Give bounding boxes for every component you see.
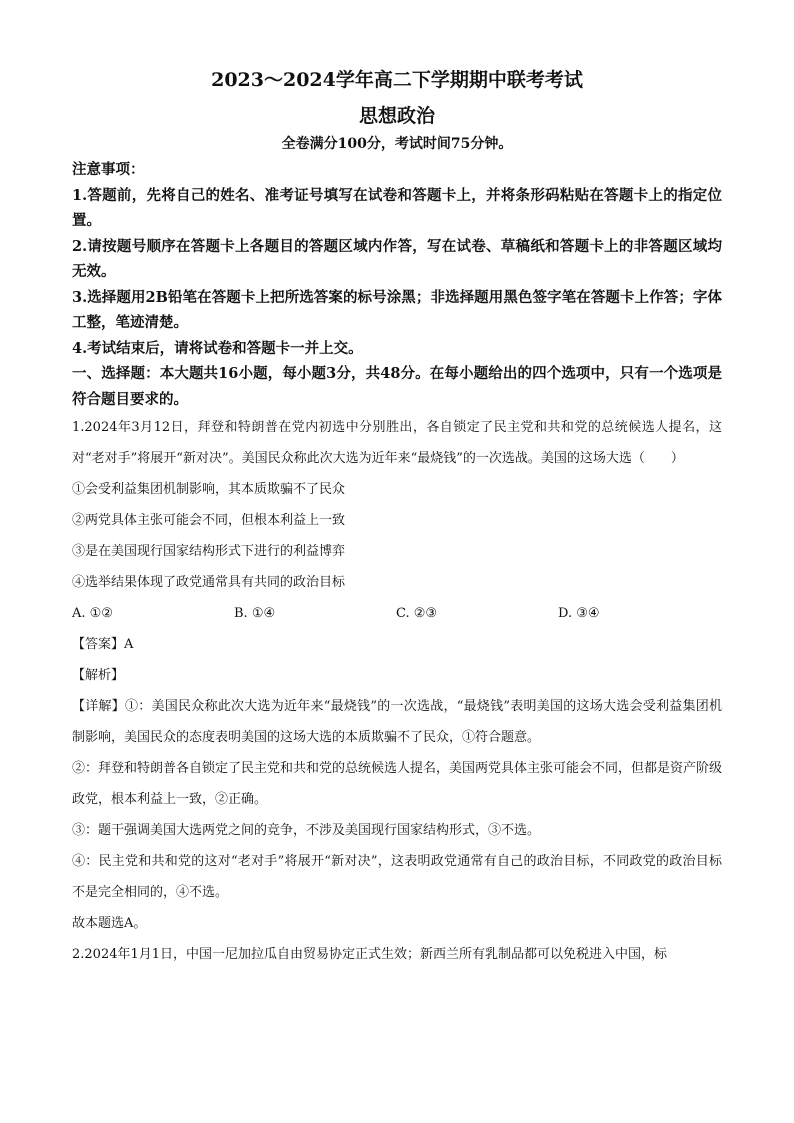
- statement-3: ③是在美国现行国家结构形式下进行的利益博弈: [72, 544, 346, 559]
- detail-1: 【详解】①：美国民众称此次大选为近年来“最烧钱”的一次选战，“最烧钱”表明美国的这场大选会受利益集团机制影响，美国民众的态度表明美国的这场大选的本质欺骗不了民众，①符合题意。: [72, 699, 722, 745]
- notes-heading: 注意事项：: [72, 161, 145, 178]
- detail-conclusion: 故本题选A。: [72, 916, 147, 931]
- detail-4: ④：民主党和共和党的这对“老对手”将展开“新对决”，这表明政党通常有自己的政治目标，不同政党的政治目标不是完全相同的，④不选。: [72, 854, 722, 900]
- exam-subject: 思想政治: [358, 105, 435, 127]
- analysis-label: 【解析】: [72, 668, 125, 683]
- option-d: D. ③④: [558, 606, 600, 621]
- question-2-stem: 2.2024年1月1日，中国一尼加拉瓜自由贸易协定正式生效；新西兰所有乳制品都可以免税进入中国，标: [72, 947, 668, 962]
- option-c: C. ②③: [396, 606, 438, 621]
- question-1-stem: 1.2024年3月12日，拜登和特朗普在党内初选中分别胜出，各自锁定了民主党和共和党的总统候选人提名，这对“老对手”将展开“新对决”。美国民众称此次大选为近年来“最烧钱”的一次选战。美国的这场大选（ ）: [72, 420, 722, 466]
- option-b: B. ①④: [234, 606, 276, 621]
- note-item-4: 4.考试结束后，请将试卷和答题卡一并上交。: [72, 339, 363, 357]
- note-item-1: 1.答题前，先将自己的姓名、准考证号填写在试卷和答题卡上，并将条形码粘贴在答题卡上的指定位置。: [72, 186, 722, 229]
- answer-label: 【答案】A: [72, 637, 134, 652]
- exam-meta: 全卷满分100分，考试时间75分钟。: [281, 136, 513, 152]
- exam-page: [72, 66, 722, 970]
- detail-2: ②：拜登和特朗普各自锁定了民主党和共和党的总统候选人提名，美国两党具体主张可能会不同，但都是资产阶级政党，根本利益上一致，②正确。: [72, 761, 723, 807]
- option-a: A. ①②: [72, 606, 113, 621]
- note-item-2: 2.请按题号顺序在答题卡上各题目的答题区域内作答，写在试卷、草稿纸和答题卡上的非答题区域均无效。: [72, 237, 722, 280]
- question-1: [72, 412, 722, 939]
- detail-3: ③：题干强调美国大选两党之间的竞争，不涉及美国现行国家结构形式，③不选。: [72, 823, 541, 838]
- question-2: [72, 939, 722, 970]
- notes-section: [72, 157, 722, 361]
- statement-1: ①会受利益集团机制影响，其本质欺骗不了民众: [72, 482, 346, 497]
- section-1-title: 一、选择题：本大题共16小题，每小题3分，共48分。在每小题给出的四个选项中，只有一个选项是符合题目要求的。: [72, 365, 722, 408]
- question-1-options: [72, 598, 722, 629]
- exam-title: 2023～2024学年高二下学期期中联考考试: [211, 69, 583, 91]
- statement-2: ②两党具体主张可能会不同，但根本利益上一致: [72, 513, 346, 528]
- note-item-3: 3.选择题用2B铅笔在答题卡上把所选答案的标号涂黑；非选择题用黑色签字笔在答题卡上作答；字体工整，笔迹清楚。: [72, 288, 722, 331]
- statement-4: ④选举结果体现了政党通常具有共同的政治目标: [72, 575, 346, 590]
